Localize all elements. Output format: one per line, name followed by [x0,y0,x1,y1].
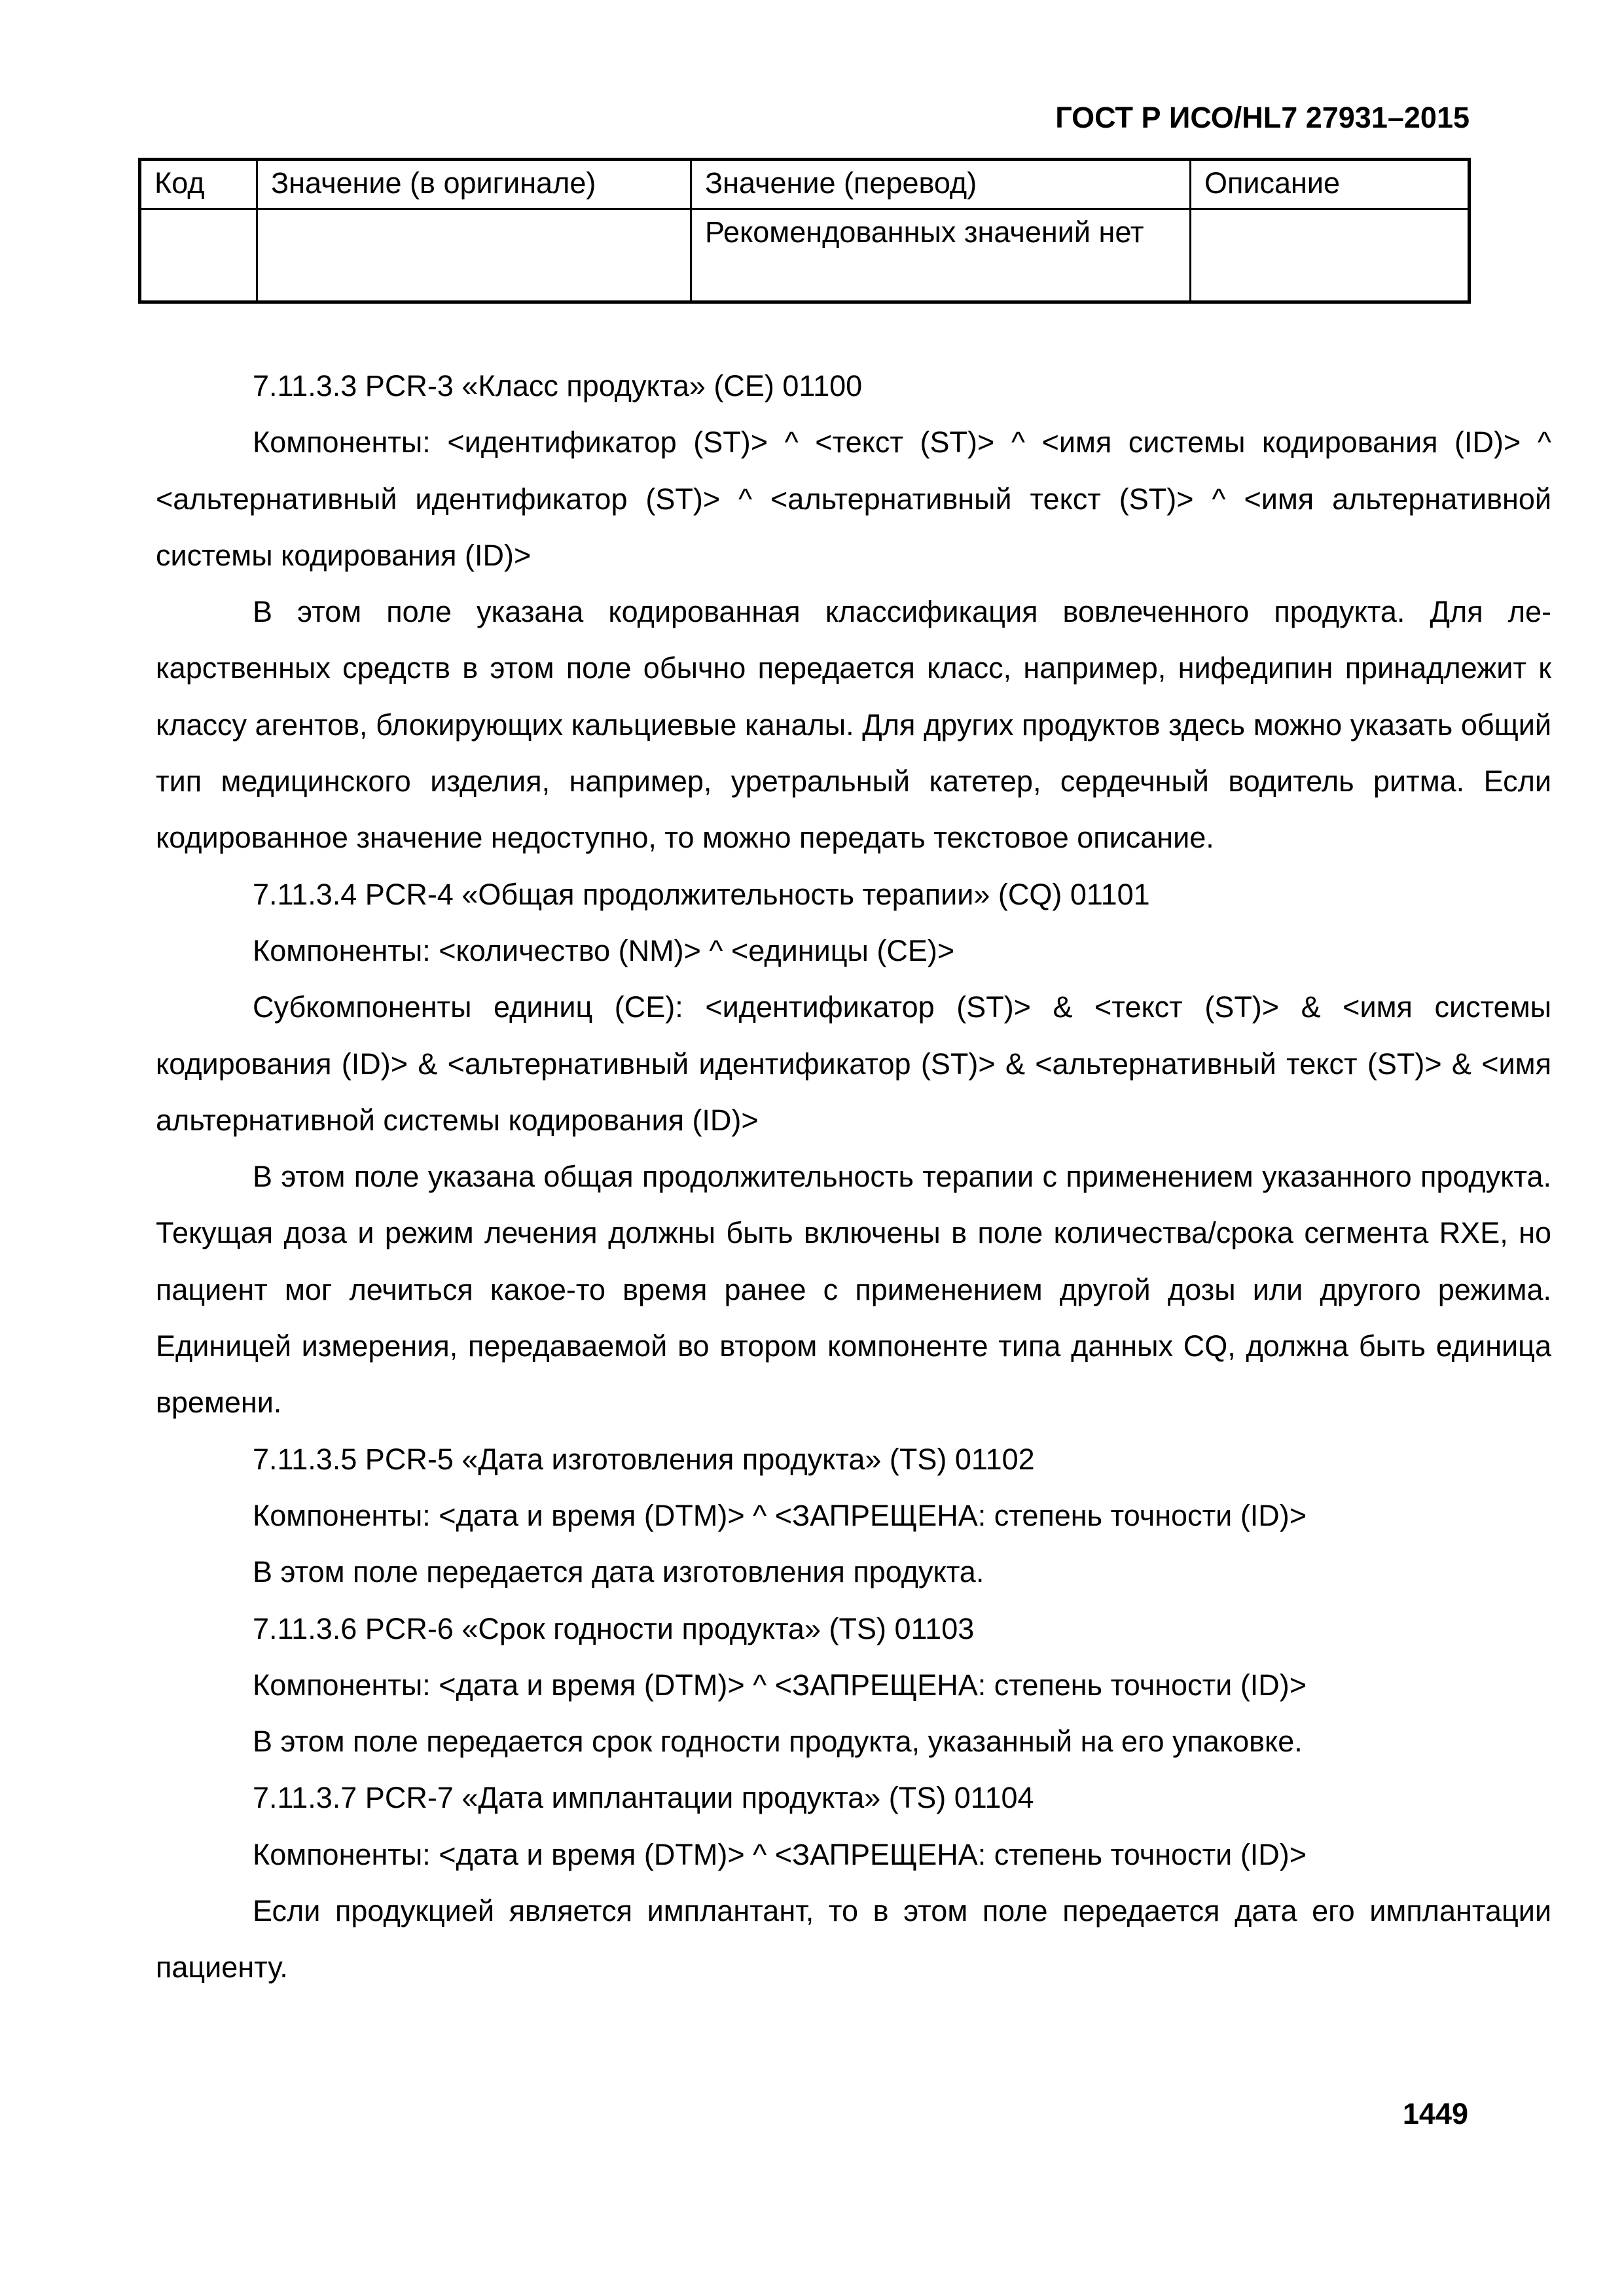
code-value-table [138,158,1471,304]
page-number: 1449 [1402,2097,1468,2130]
table-cell-original-value [257,209,691,302]
document-body [156,358,1551,1996]
section-heading-pcr-3: 7.11.3.3 PCR-3 «Класс продукта» (CE) 01100 [253,369,863,403]
components-pcr-3: Компоненты: <идентификатор (ST)> ^ <текст (ST)> ^ <имя системы кодирования (ID)> ^ <альтернативный идентификатор (ST)> ^ <альтернативный текст (ST)> ^ <имя альтернативной системы кодирования (ID)> [156,425,1551,572]
table-row [140,209,1470,302]
description-pcr-4: В этом поле указана общая продолжительность терапии с применением указанного продукта. Текущая доза и режим лечения должны быть включены в поле количества/срока сегмента RXE, но пациент мог лечиться какое-то время ранее с применением другой дозы или другого режима. Единицей измерения, передаваемой во втором компоненте типа данных CQ, должна быть единица времени. [156,1160,1551,1420]
table-cell-description [1191,209,1470,302]
section-heading-pcr-4: 7.11.3.4 PCR-4 «Общая продолжительность терапии» (CQ) 01101 [253,877,1150,911]
table-cell-translated-value: Рекомендованных значений нет [691,209,1191,302]
components-pcr-7: Компоненты: <дата и время (DTM)> ^ <ЗАПРЕЩЕНА: степень точности (ID)> [253,1837,1307,1871]
description-pcr-5: В этом поле передается дата изготовления продукта. [253,1555,984,1589]
components-pcr-5: Компоненты: <дата и время (DTM)> ^ <ЗАПРЕЩЕНА: степень точности (ID)> [253,1498,1307,1532]
table-header-row [140,160,1470,209]
components-pcr-4: Компоненты: <количество (NM)> ^ <единицы (CE)> [253,933,955,967]
components-pcr-6: Компоненты: <дата и время (DTM)> ^ <ЗАПРЕЩЕНА: степень точности (ID)> [253,1668,1307,1702]
table-cell-code [140,209,257,302]
description-pcr-6: В этом поле передается срок годности продукта, указанный на его упаковке. [253,1725,1303,1759]
section-heading-pcr-5: 7.11.3.5 PCR-5 «Дата изготовления продукта» (TS) 01102 [253,1442,1035,1476]
description-pcr-3: В этом поле указана кодированная классификация вовлеченного продукта. Для лекарственных средств в этом поле обычно передается класс, например, нифедипин принадлежит к классу агентов, блокирующих кальциевые каналы. Для других продуктов здесь можно указать общий тип медицинского изделия, например, уретральный катетер, сердечный водитель ритма. Если кодированное значение недоступно, то можно передать текстовое описание. [156,595,1551,855]
subcomponents-pcr-4: Субкомпоненты единиц (CE): <идентификатор (ST)> & <текст (ST)> & <имя системы кодирования (ID)> & <альтернативный идентификатор (ST)> & <альтернативный текст (ST)> & <имя альтернативной системы кодирования (ID)> [156,990,1551,1137]
column-header-original-value: Значение (в оригинале) [257,160,691,209]
section-heading-pcr-6: 7.11.3.6 PCR-6 «Срок годности продукта» (TS) 01103 [253,1611,975,1645]
column-header-translated-value: Значение (перевод) [691,160,1191,209]
section-heading-pcr-7: 7.11.3.7 PCR-7 «Дата имплантации продукта» (TS) 01104 [253,1781,1034,1815]
document-header: ГОСТ Р ИСО/HL7 27931–2015 [1055,101,1470,134]
column-header-description: Описание [1191,160,1470,209]
column-header-code: Код [140,160,257,209]
description-pcr-7: Если продукцией является имплантант, то в этом поле передается дата его имплантации пациенту. [156,1894,1551,1984]
